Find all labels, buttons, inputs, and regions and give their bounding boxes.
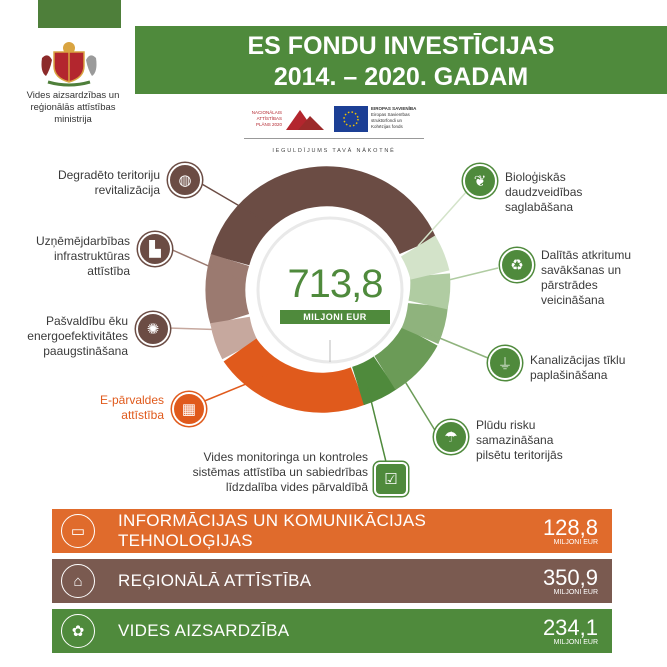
bar-value-block [518,564,612,596]
leader-flood [398,370,436,432]
eu-line2: struktūrfondi un [371,118,403,123]
segment-flood-risk [385,336,420,373]
nap-line1: NACIONĀLAIS [251,110,282,115]
tablet-icon: ▦ [172,392,206,426]
bar-unit: MILJONI EUR [553,538,598,546]
ministry-line1: Vides aizsardzības un [26,90,120,101]
label-line: pilsētu teritorijās [476,448,563,462]
segment-energy-efficiency [230,320,240,350]
header-title-line2: 2014. – 2020. GADAM [273,63,529,91]
header-title-line1: ES FONDU INVESTĪCIJAS [247,32,555,60]
label-line: Uzņēmējdarbības [35,234,130,248]
bar-value: 234,1 [542,614,598,640]
label-sewerage [530,353,660,383]
label-monitoring [170,450,368,495]
bar-value-block [518,614,612,646]
bar-name: REĢIONĀLĀ ATTĪSTĪBA [118,571,312,590]
label-line: Kanalizācijas tīklu [530,353,626,367]
segment-business-infrastructure [225,260,230,320]
leaf-icon: ❦ [463,164,497,198]
label-flood-risk [476,418,606,463]
factory-icon: ▙ [138,232,172,266]
label-line: E-pārvaldes [99,393,164,407]
bar-value: 128,8 [542,514,598,540]
leader-monitoring [368,388,388,470]
bar-regional [52,559,612,603]
plant-icon: ✿ [61,614,95,648]
bar-name: INFORMĀCIJAS UN KOMUNIKĀCIJAS TEHNOLOĢIJAS [118,511,427,550]
label-line: Pašvaldību ēku [45,314,128,328]
lightbulb-icon: ✺ [136,312,170,346]
eu-title: EIROPAS SAVIENĪBA [371,106,417,111]
label-line: revitalizācija [94,183,160,197]
label-energy-efficiency [0,314,128,359]
segment-sewerage [420,305,428,336]
clipboard-icon: ☑ [374,462,408,496]
label-e-government [60,393,164,423]
bar-unit: MILJONI EUR [553,588,598,596]
label-line: samazināšana [476,433,554,447]
label-line: Plūdu risku [476,418,536,432]
total-value: 713,8 [287,262,383,306]
label-line: sistēmas attīstība un sabiedrības [192,465,368,479]
pipe-icon: ⏚ [488,346,522,380]
label-line: līdzdalība vides pārvaldībā [225,480,368,494]
label-line: daudzveidības [505,185,583,199]
segment-biodiversity [418,246,430,275]
bar-ict [52,509,612,553]
bar-environment [52,609,612,653]
label-line: savākšanas un [541,263,622,277]
nap-line3: PLĀNS 2020 [255,122,282,127]
label-line: veicināšana [541,293,605,307]
total-unit: MILJONI EUR [280,310,390,324]
bar-icon-wrap [52,509,104,553]
label-business-infrastructure [10,234,130,279]
bar-unit: MILJONI EUR [553,638,598,646]
segment-monitoring [358,373,385,386]
label-line: energoefektivitātes [27,329,128,343]
label-line: infrastruktūras [53,249,130,263]
label-line: paaugstināšana [43,344,128,358]
eu-line3: Kohēzijas fonds [371,124,403,129]
globe-icon: ◍ [168,163,202,197]
bar-icon-wrap [52,609,104,653]
label-line: saglabāšana [505,200,574,214]
bar-value: 350,9 [542,564,598,590]
recycle-icon: ♻ [500,248,534,282]
landscape-icon: ⌂ [61,564,95,598]
label-waste-collection [541,248,661,308]
label-line: Vides monitoringa un kontroles [203,450,368,464]
label-line: Degradēto teritoriju [57,168,160,182]
computer-icon: ▭ [61,514,95,548]
bar-name: VIDES AIZSARDZĪBA [118,621,290,640]
nap-line2: ATTĪSTĪBAS [256,116,282,121]
label-degraded-areas [30,168,160,198]
ministry-line3: ministrija [54,114,92,125]
leader-biodiversity [418,190,468,246]
label-line: Dalītās atkritumu [541,248,632,262]
segment-waste [428,275,430,305]
ministry-line2: reģionālās attīstības [30,102,116,113]
label-line: Bioloģiskās [505,170,566,184]
label-line: attīstība [87,264,130,278]
flood-icon: ☂ [434,420,468,454]
bar-icon-wrap [52,559,104,603]
label-biodiversity [505,170,625,215]
label-line: attīstība [121,408,164,422]
eu-line1: Eiropas Savienības [371,112,410,117]
bar-value-block [518,514,612,546]
slogan: IEGULDĪJUMS TAVĀ NĀKOTNĒ [272,148,396,154]
label-line: paplašināšana [530,368,608,382]
label-line: pārstrādes [541,278,598,292]
